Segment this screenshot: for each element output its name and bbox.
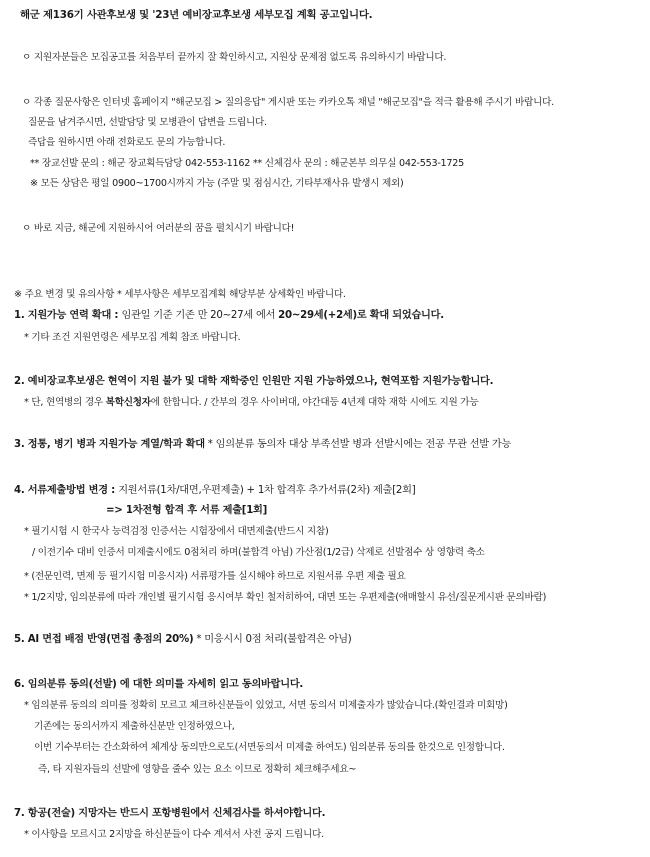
item-3-detail: * 임의분류 동의자 대상 부족선발 병과 선발시에는 전공 무관 선발 가능 bbox=[204, 439, 512, 450]
item-4-note-3: * (전문인력, 면제 등 필기시험 미응시자) 서류평가를 실시해야 하므로 지원서류 우편 제출 필요 bbox=[24, 571, 406, 582]
notice-questions-answer: 질문을 남겨주시면, 선발담당 및 모병관이 답변을 드립니다. bbox=[28, 117, 267, 128]
item-2-heading: 2. 예비장교후보생은 현역이 지원 불가 및 대학 재학중인 인원만 지원 가능하였으나, 현역포함 지원가능합니다. bbox=[14, 376, 494, 387]
item-1-label: 1. 지원가능 연력 확대 : bbox=[14, 310, 122, 321]
item-1-result: 20~29세(+2세)로 확대 되었습니다. bbox=[278, 310, 444, 321]
item-4-detail: 지원서류(1차/대면,우편제출) + 1차 합격후 추가서류(2차) 제출[2회] bbox=[118, 485, 416, 496]
item-1-heading bbox=[14, 309, 444, 322]
notice-consult-hours: ※ 모든 상담은 평일 0900~1700시까지 가능 (주말 및 점심시간, 기타부재사유 발생시 제외) bbox=[30, 178, 404, 189]
item-1-detail: 임관일 기준 기존 만 20~27세 에서 bbox=[121, 310, 279, 321]
changes-intro: ※ 주요 변경 및 유의사항 * 세부사항은 세부모집계획 해당부분 상세확인 바랍니다. bbox=[14, 289, 346, 300]
item-2-note-emphasis: 복학신청자 bbox=[105, 397, 151, 408]
item-6-note-2: 기존에는 동의서까지 제출하신분만 인정하였으나, bbox=[34, 721, 235, 732]
notice-apply-now: ㅇ 바로 지금, 해군에 지원하시어 여러분의 꿈을 펼치시기 바랍니다! bbox=[22, 223, 295, 234]
item-4-note-1: * 필기시험 시 한국사 능력검정 인증서는 시험장에서 대면제출(반드시 지참) bbox=[24, 526, 329, 537]
item-6-note-1: * 임의분류 동의의 의미를 정확히 모르고 체크하신분들이 있었고, 서면 동의서 미제출자가 많았습니다.(확인결과 미회망) bbox=[24, 700, 508, 711]
notice-review-announcement: ㅇ 지원자분들은 모집공고를 처음부터 끝까지 잘 확인하시고, 지원상 문제점 없도록 유의하시기 바랍니다. bbox=[22, 52, 447, 63]
item-5-heading bbox=[14, 633, 352, 646]
item-6-note-3: 이번 기수부터는 간소화하여 체계상 동의만으로도(서면동의서 미제출 하여도) 임의분류 동의를 한것으로 인정합니다. bbox=[34, 742, 505, 753]
item-4-note-2: / 이전기수 대비 인증서 미제출시에도 0점처리 하며(불합격 아님) 가산점(1/2급) 삭제로 선발점수 상 영향력 축소 bbox=[32, 547, 485, 558]
notice-phone-inquiry: 즉답을 원하시면 아래 전화로도 문의 가능합니다. bbox=[28, 137, 226, 148]
notice-contact-numbers: ** 장교선발 문의 : 해군 장교획득담당 042-553-1162 ** 신체검사 문의 : 해군본부 의무실 042-553-1725 bbox=[30, 158, 464, 169]
item-4-new-method: => 1차전형 합격 후 서류 제출[1회] bbox=[106, 505, 268, 516]
item-6-heading: 6. 임의분류 동의(선발) 에 대한 의미를 자세히 읽고 동의바랍니다. bbox=[14, 679, 304, 690]
page-title: 해군 제136기 사관후보생 및 '23년 예비장교후보생 세부모집 계획 공고입니다. bbox=[20, 9, 373, 21]
item-4-heading bbox=[14, 484, 415, 497]
item-5-label: 5. AI 면접 배점 반영(면접 총점의 20%) bbox=[14, 634, 194, 645]
item-3-label: 3. 정통, 병기 병과 지원가능 계열/학과 확대 bbox=[14, 439, 205, 450]
item-1-note: * 기타 조건 지원연령은 세부모집 계획 참조 바랍니다. bbox=[24, 332, 241, 343]
item-4-note-4: * 1/2지망, 임의분류에 따라 개인별 필기시험 응시여부 확인 철저히하여, 대면 또는 우편제출(애매할시 유선/질문게시판 문의바람) bbox=[24, 592, 547, 603]
item-6-note-4: 즉, 타 지원자들의 선발에 영향을 줄수 있는 요소 이므로 정확히 체크해주세요~ bbox=[38, 764, 357, 775]
item-2-note: * 단, 현역병의 경우 복학신청자에 한합니다. / 간부의 경우 사이버대, 야간대등 4년제 대학 재학 시에도 지원 가능 bbox=[24, 397, 479, 408]
item-5-detail: * 미응시시 0점 처리(불합격은 아님) bbox=[193, 634, 352, 645]
notice-questions: ㅇ 각종 질문사항은 인터넷 홈페이지 "해군모집 > 질의응답" 게시판 또는 카카오톡 채널 "해군모집"을 적극 활용해 주시기 바랍니다. bbox=[22, 97, 554, 108]
item-7-heading: 7. 항공(전술) 지망자는 반드시 포항병원에서 신체검사를 하셔야합니다. bbox=[14, 808, 326, 819]
item-7-note: * 이사항을 모르시고 2지망을 하신분들이 다수 계셔서 사전 공지 드립니다. bbox=[24, 829, 324, 840]
item-3-heading bbox=[14, 438, 511, 451]
item-4-label: 4. 서류제출방법 변경 : bbox=[14, 485, 119, 496]
